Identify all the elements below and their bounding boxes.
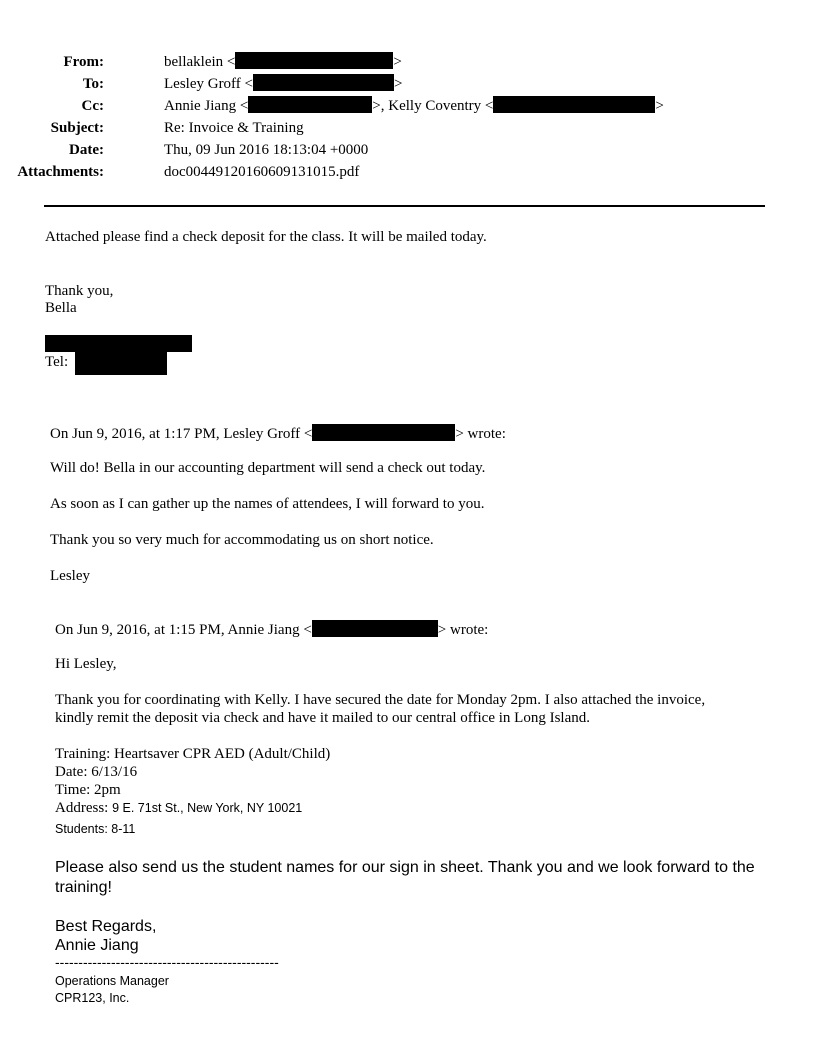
- subject-value: Re: Invoice & Training: [164, 120, 304, 136]
- tel-row: [45, 353, 68, 372]
- body-line: Attached please find a check deposit for the class. It will be mailed today.: [45, 229, 487, 245]
- job-title: Operations Manager: [55, 974, 169, 988]
- quote2-p2a: Please also send us the student names for our sign in sheet. Thank you and we look forward to the: [55, 859, 755, 876]
- from-end: >: [393, 54, 402, 70]
- training-time: Time: 2pm: [55, 782, 121, 798]
- address-value: 9 E. 71st St., New York, NY 10021: [112, 801, 303, 815]
- training-line: Training: Heartsaver CPR AED (Adult/Child): [55, 746, 331, 762]
- date-row: [0, 139, 760, 161]
- to-end: >: [394, 76, 403, 92]
- quote1-intro: [50, 424, 506, 444]
- attachment-filename: doc00449120160609131015.pdf: [164, 164, 360, 180]
- sender-name: Bella: [45, 300, 77, 316]
- quote1-p1: Will do! Bella in our accounting department will send a check out today.: [50, 460, 486, 476]
- date-label: Date:: [69, 142, 104, 158]
- tel-label: Tel:: [45, 354, 69, 370]
- cc-name-1: Annie Jiang <: [164, 98, 249, 114]
- quote1-intro-start: On Jun 9, 2016, at 1:17 PM, Lesley Groff <: [50, 426, 313, 442]
- quote2-intro-end: > wrote:: [437, 622, 489, 638]
- redacted-email: [312, 424, 455, 441]
- redacted-signature: [45, 335, 192, 352]
- signature-separator: ------------------------------------------------: [55, 954, 279, 970]
- attachments-label: Attachments:: [17, 164, 104, 180]
- quote1-p3: Thank you so very much for accommodating us on short notice.: [50, 532, 434, 548]
- from-name: bellaklein <: [164, 54, 236, 70]
- regards: Best Regards,: [55, 918, 157, 935]
- to-label: To:: [82, 76, 104, 92]
- from-row: [0, 51, 760, 73]
- closing: Thank you,: [45, 283, 114, 299]
- quote2-p2b: training!: [55, 879, 112, 896]
- cc-row: [0, 95, 760, 117]
- address-label: Address:: [55, 800, 113, 816]
- to-row: [0, 73, 760, 95]
- cc-label: Cc:: [81, 98, 104, 114]
- quote2-intro: [55, 620, 488, 640]
- quote1-signature: Lesley: [50, 568, 90, 584]
- training-students: Students: 8-11: [55, 822, 136, 836]
- quote2-greeting: Hi Lesley,: [55, 656, 117, 672]
- quote2-p1b: kindly remit the deposit via check and have it mailed to our central office in Long Island.: [55, 710, 590, 726]
- quote2-intro-start: On Jun 9, 2016, at 1:15 PM, Annie Jiang <: [55, 622, 312, 638]
- cc-end: >: [655, 98, 664, 114]
- redacted-email: [235, 52, 393, 69]
- redacted-email: [253, 74, 394, 91]
- quote1-intro-end: > wrote:: [455, 426, 506, 442]
- quote1-p2: As soon as I can gather up the names of attendees, I will forward to you.: [50, 496, 485, 512]
- date-value: Thu, 09 Jun 2016 18:13:04 +0000: [164, 142, 369, 158]
- training-address: [55, 799, 302, 818]
- quote2-p1a: Thank you for coordinating with Kelly. I have secured the date for Monday 2pm. I also attached the invoice,: [55, 692, 706, 708]
- redacted-email: [493, 96, 655, 113]
- cc-mid: >, Kelly Coventry <: [372, 98, 494, 114]
- to-name: Lesley Groff <: [164, 76, 253, 92]
- quote2-signature: Annie Jiang: [55, 937, 139, 954]
- attachments-row: [0, 161, 760, 183]
- redacted-email: [248, 96, 372, 113]
- from-label: From:: [63, 54, 104, 70]
- subject-row: [0, 117, 760, 139]
- redacted-phone: [75, 352, 167, 375]
- redacted-email: [312, 620, 438, 637]
- header-divider: [44, 205, 765, 207]
- company-name: CPR123, Inc.: [55, 991, 130, 1005]
- subject-label: Subject:: [50, 120, 104, 136]
- training-date: Date: 6/13/16: [55, 764, 138, 780]
